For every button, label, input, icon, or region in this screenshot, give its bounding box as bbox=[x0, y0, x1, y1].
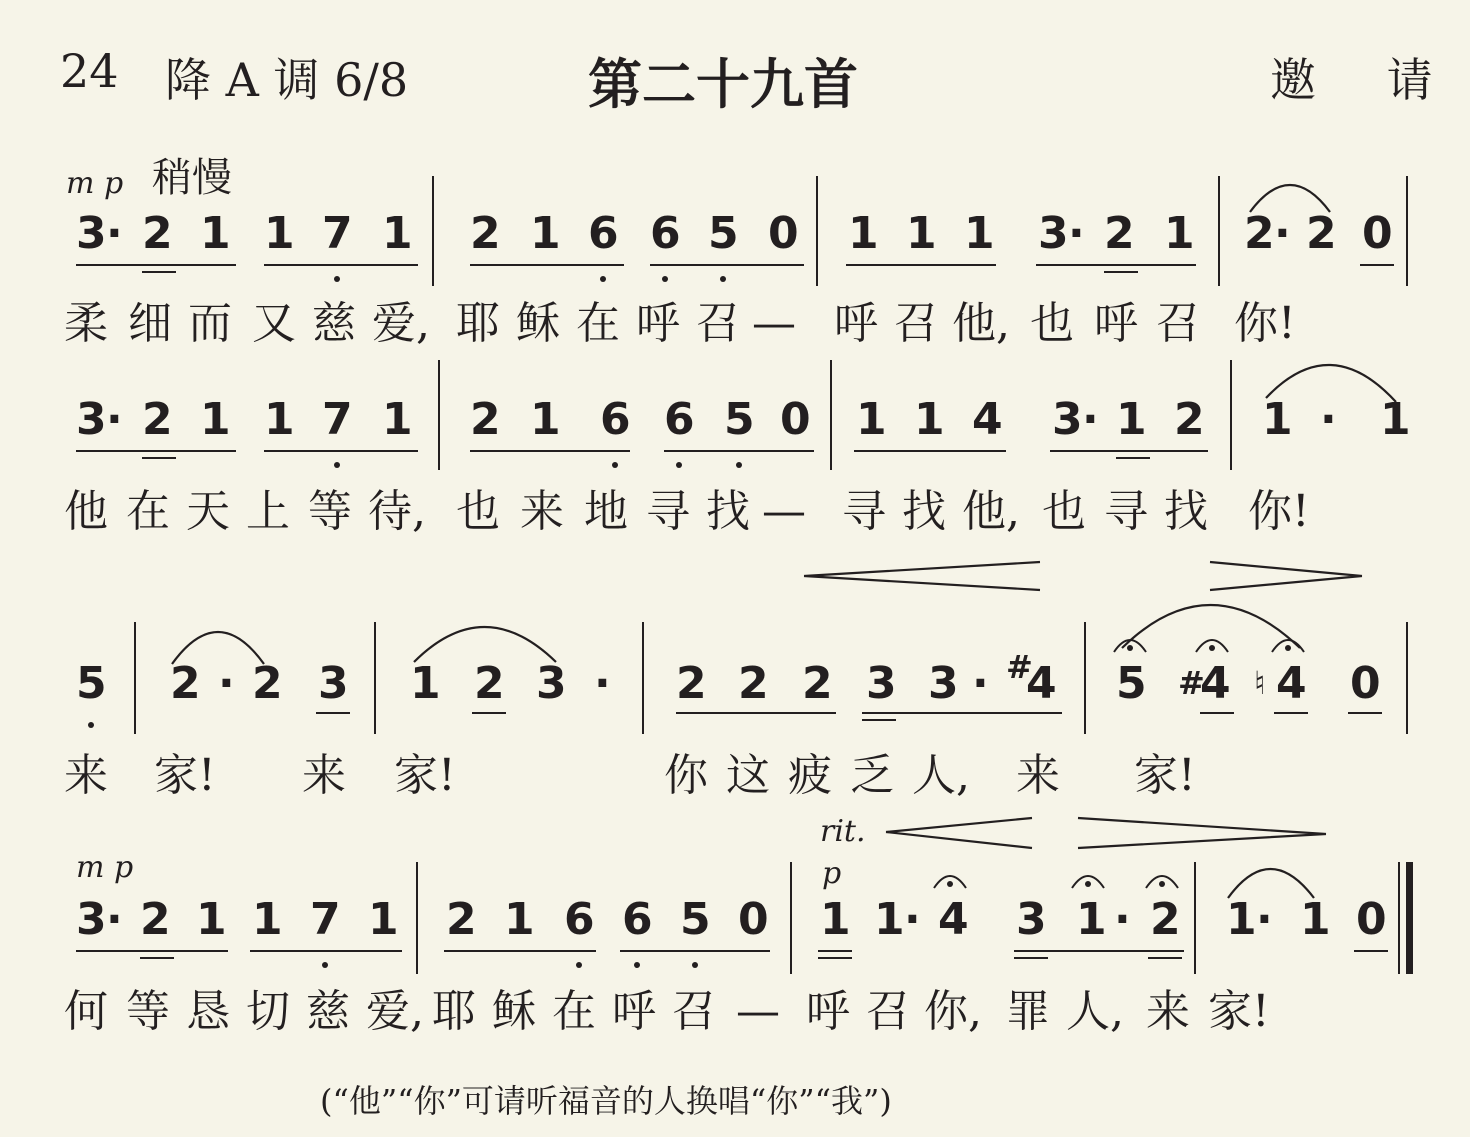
note: 1 bbox=[368, 894, 399, 945]
natural-icon: ♮ bbox=[1254, 664, 1266, 702]
note: 1 bbox=[196, 894, 227, 945]
lyric: 等 bbox=[308, 486, 352, 537]
note: 1 bbox=[1226, 894, 1257, 945]
note: 4 bbox=[1200, 658, 1231, 709]
lyric: 人, bbox=[1066, 986, 1124, 1037]
aug-dot: · bbox=[1274, 208, 1291, 259]
decrescendo-hairpin bbox=[1078, 818, 1326, 848]
lyric: 也 bbox=[1030, 298, 1074, 349]
lyric: 又 bbox=[252, 298, 296, 349]
lyric: 天 bbox=[186, 486, 230, 537]
lyric: 寻 bbox=[842, 486, 886, 537]
note: 1 bbox=[1300, 894, 1331, 945]
lyric: 呼 bbox=[806, 986, 850, 1037]
lyric: 你, bbox=[924, 986, 982, 1037]
lyric: — bbox=[762, 486, 806, 537]
note: 2 bbox=[142, 208, 173, 259]
decrescendo-hairpin bbox=[1210, 562, 1362, 590]
lyric: 也 bbox=[1042, 486, 1086, 537]
note: 1 bbox=[530, 208, 561, 259]
note: 1 bbox=[264, 394, 295, 445]
note: 2 bbox=[446, 894, 477, 945]
lyric: 上 bbox=[246, 486, 290, 537]
lyric: 呼 bbox=[612, 986, 656, 1037]
rit-marking: rit. bbox=[820, 814, 866, 849]
note: 2 bbox=[1306, 208, 1337, 259]
note: 2 bbox=[1150, 894, 1181, 945]
note: 1 bbox=[856, 394, 887, 445]
note: 3 bbox=[1052, 394, 1083, 445]
note: 3 bbox=[866, 658, 897, 709]
tie-slur bbox=[1122, 605, 1300, 648]
lyric: 何 bbox=[64, 986, 108, 1037]
aug-dot: · bbox=[1082, 394, 1099, 445]
lyric: 找 bbox=[706, 486, 750, 537]
lyric: 等 bbox=[126, 986, 170, 1037]
note: 2 bbox=[676, 658, 707, 709]
lyric: 他 bbox=[64, 486, 108, 537]
lyric: 细 bbox=[128, 298, 172, 349]
lyric: 你! bbox=[1234, 298, 1296, 349]
lyric: 慈 bbox=[306, 986, 350, 1037]
aug-dot: · bbox=[1256, 894, 1273, 945]
note: 1 bbox=[410, 658, 441, 709]
lyric: 这 bbox=[726, 750, 770, 801]
lyric: 而 bbox=[188, 298, 232, 349]
note: 3 bbox=[76, 208, 107, 259]
lyric: 来 bbox=[302, 750, 346, 801]
note: 6 bbox=[600, 394, 631, 445]
note: 1 bbox=[964, 208, 995, 259]
dynamic-mp-2: m p bbox=[76, 850, 134, 885]
lyric: 慈 bbox=[312, 298, 356, 349]
note: 5 bbox=[724, 394, 755, 445]
note: 2 bbox=[802, 658, 833, 709]
lyric: 罪 bbox=[1006, 986, 1050, 1037]
note: 4 bbox=[972, 394, 1003, 445]
lyric: 恳 bbox=[186, 986, 230, 1037]
note: 2 bbox=[170, 658, 201, 709]
note: 6 bbox=[650, 208, 681, 259]
note: 7 bbox=[310, 894, 341, 945]
tie-slur bbox=[172, 632, 264, 664]
tie-slur bbox=[414, 627, 556, 662]
note: 6 bbox=[664, 394, 695, 445]
aug-dot: · bbox=[1068, 208, 1085, 259]
note: 1 bbox=[914, 394, 945, 445]
note: 3 bbox=[1016, 894, 1047, 945]
song-number: 24 bbox=[60, 44, 119, 98]
lyric: 疲 bbox=[788, 750, 832, 801]
lyric: 家! bbox=[154, 750, 216, 801]
note: 3 bbox=[1038, 208, 1069, 259]
lyric: 来 bbox=[520, 486, 564, 537]
lyric: — bbox=[752, 298, 796, 349]
lyric: 稣 bbox=[492, 986, 536, 1037]
tempo-marking: 稍慢 bbox=[152, 155, 232, 201]
note: 1 bbox=[252, 894, 283, 945]
lyric: 人, bbox=[912, 750, 970, 801]
lyric: 家! bbox=[1134, 750, 1196, 801]
lyric: 呼 bbox=[834, 298, 878, 349]
note: 2 bbox=[252, 658, 283, 709]
note: 4 bbox=[938, 894, 969, 945]
note: 2 bbox=[1104, 208, 1135, 259]
lyric: 在 bbox=[576, 298, 620, 349]
note: 5 bbox=[708, 208, 739, 259]
lyric: 他, bbox=[952, 298, 1010, 349]
aug-dot: · bbox=[218, 658, 235, 709]
note: 1 bbox=[848, 208, 879, 259]
note: 2 bbox=[738, 658, 769, 709]
lyric: 也 bbox=[456, 486, 500, 537]
aug-dot: · bbox=[106, 394, 123, 445]
note: 7 bbox=[322, 394, 353, 445]
note: 1 bbox=[1076, 894, 1107, 945]
note: 5 bbox=[1116, 658, 1147, 709]
dynamic-mp-1: m p bbox=[66, 166, 124, 201]
key-signature: 降 A 调 6/8 bbox=[165, 53, 409, 107]
sharp-icon: # bbox=[1178, 664, 1205, 702]
lyric: 来 bbox=[1146, 986, 1190, 1037]
note: 3 bbox=[318, 658, 349, 709]
note: 3 bbox=[76, 394, 107, 445]
lyric: 你! bbox=[1248, 486, 1310, 537]
lyric: 召 bbox=[894, 298, 938, 349]
note: 3 bbox=[536, 658, 567, 709]
lyric: 寻 bbox=[646, 486, 690, 537]
lyric: 他, bbox=[962, 486, 1020, 537]
note: 3 bbox=[76, 894, 107, 945]
note: 2 bbox=[470, 394, 501, 445]
note: 1 bbox=[504, 894, 535, 945]
lyric: 家! bbox=[394, 750, 456, 801]
note: 1 bbox=[1164, 208, 1195, 259]
lyric: 找 bbox=[902, 486, 946, 537]
note: 0 bbox=[738, 894, 769, 945]
lyric: 地 bbox=[584, 486, 628, 537]
note: 1 bbox=[530, 394, 561, 445]
note: 6 bbox=[622, 894, 653, 945]
aug-dot: · bbox=[106, 208, 123, 259]
lyric: 家! bbox=[1208, 986, 1270, 1037]
note: 4 bbox=[1026, 658, 1057, 709]
note: 4 bbox=[1276, 658, 1307, 709]
note: 1 bbox=[1116, 394, 1147, 445]
note: 1 bbox=[200, 394, 231, 445]
lyric: — bbox=[736, 986, 780, 1037]
lyric: 乏 bbox=[850, 750, 894, 801]
lyric: 来 bbox=[64, 750, 108, 801]
note: 1 bbox=[1380, 394, 1411, 445]
aug-dot: · bbox=[106, 894, 123, 945]
tie-slur bbox=[1228, 869, 1314, 898]
note: 5 bbox=[76, 658, 107, 709]
note: 2 bbox=[474, 658, 505, 709]
lyric: 呼 bbox=[636, 298, 680, 349]
note: 2 bbox=[470, 208, 501, 259]
note: 2 bbox=[142, 394, 173, 445]
lyric: 召 bbox=[696, 298, 740, 349]
lyric: 你 bbox=[664, 750, 708, 801]
song-title: 邀 请 bbox=[1270, 53, 1461, 107]
lyric: 稣 bbox=[516, 298, 560, 349]
aug-dot: · bbox=[1320, 394, 1337, 445]
note: 6 bbox=[564, 894, 595, 945]
note: 0 bbox=[1356, 894, 1387, 945]
crescendo-hairpin bbox=[804, 562, 1040, 590]
note: 3 bbox=[928, 658, 959, 709]
note: 1 bbox=[820, 894, 851, 945]
note: 2 bbox=[1244, 208, 1275, 259]
tie-slur bbox=[1266, 365, 1396, 402]
aug-dot: · bbox=[594, 658, 611, 709]
aug-dot: · bbox=[1114, 894, 1131, 945]
note: 0 bbox=[1362, 208, 1393, 259]
lyric: 爱, bbox=[372, 298, 430, 349]
note: 1 bbox=[906, 208, 937, 259]
lyric: 柔 bbox=[64, 298, 108, 349]
fermata-icons bbox=[934, 640, 1304, 888]
note: 2 bbox=[1174, 394, 1205, 445]
sharp-icon: # bbox=[1006, 648, 1033, 686]
note: 1 bbox=[382, 208, 413, 259]
note: 0 bbox=[768, 208, 799, 259]
note: 1 bbox=[1262, 394, 1293, 445]
lyric: 爱, bbox=[366, 986, 424, 1037]
note: 0 bbox=[780, 394, 811, 445]
note: 1 bbox=[264, 208, 295, 259]
lyric: 在 bbox=[126, 486, 170, 537]
footnote: (“他”“你”可请听福音的人换唱“你”“我”) bbox=[320, 1082, 892, 1120]
lyric: 来 bbox=[1016, 750, 1060, 801]
aug-dot: · bbox=[904, 894, 921, 945]
note: 2 bbox=[140, 894, 171, 945]
lyric: 召 bbox=[672, 986, 716, 1037]
lyric: 召 bbox=[1156, 298, 1200, 349]
lyric: 呼 bbox=[1094, 298, 1138, 349]
lyric: 召 bbox=[866, 986, 910, 1037]
lyric: 在 bbox=[552, 986, 596, 1037]
note: 7 bbox=[322, 208, 353, 259]
lyric: 耶 bbox=[432, 986, 476, 1037]
note: 5 bbox=[680, 894, 711, 945]
note: 1 bbox=[874, 894, 905, 945]
lyric: 寻 bbox=[1104, 486, 1148, 537]
lyric: 切 bbox=[246, 986, 290, 1037]
note: 1 bbox=[382, 394, 413, 445]
aug-dot: · bbox=[972, 658, 989, 709]
note: 6 bbox=[588, 208, 619, 259]
note: 0 bbox=[1350, 658, 1381, 709]
crescendo-hairpin bbox=[886, 818, 1032, 848]
dynamic-p: p bbox=[822, 856, 842, 891]
page-title: 第二十九首 bbox=[588, 53, 858, 116]
lyric: 待, bbox=[368, 486, 426, 537]
lyric: 耶 bbox=[456, 298, 500, 349]
lyric: 找 bbox=[1164, 486, 1208, 537]
note: 1 bbox=[200, 208, 231, 259]
tie-slur bbox=[1250, 185, 1330, 212]
